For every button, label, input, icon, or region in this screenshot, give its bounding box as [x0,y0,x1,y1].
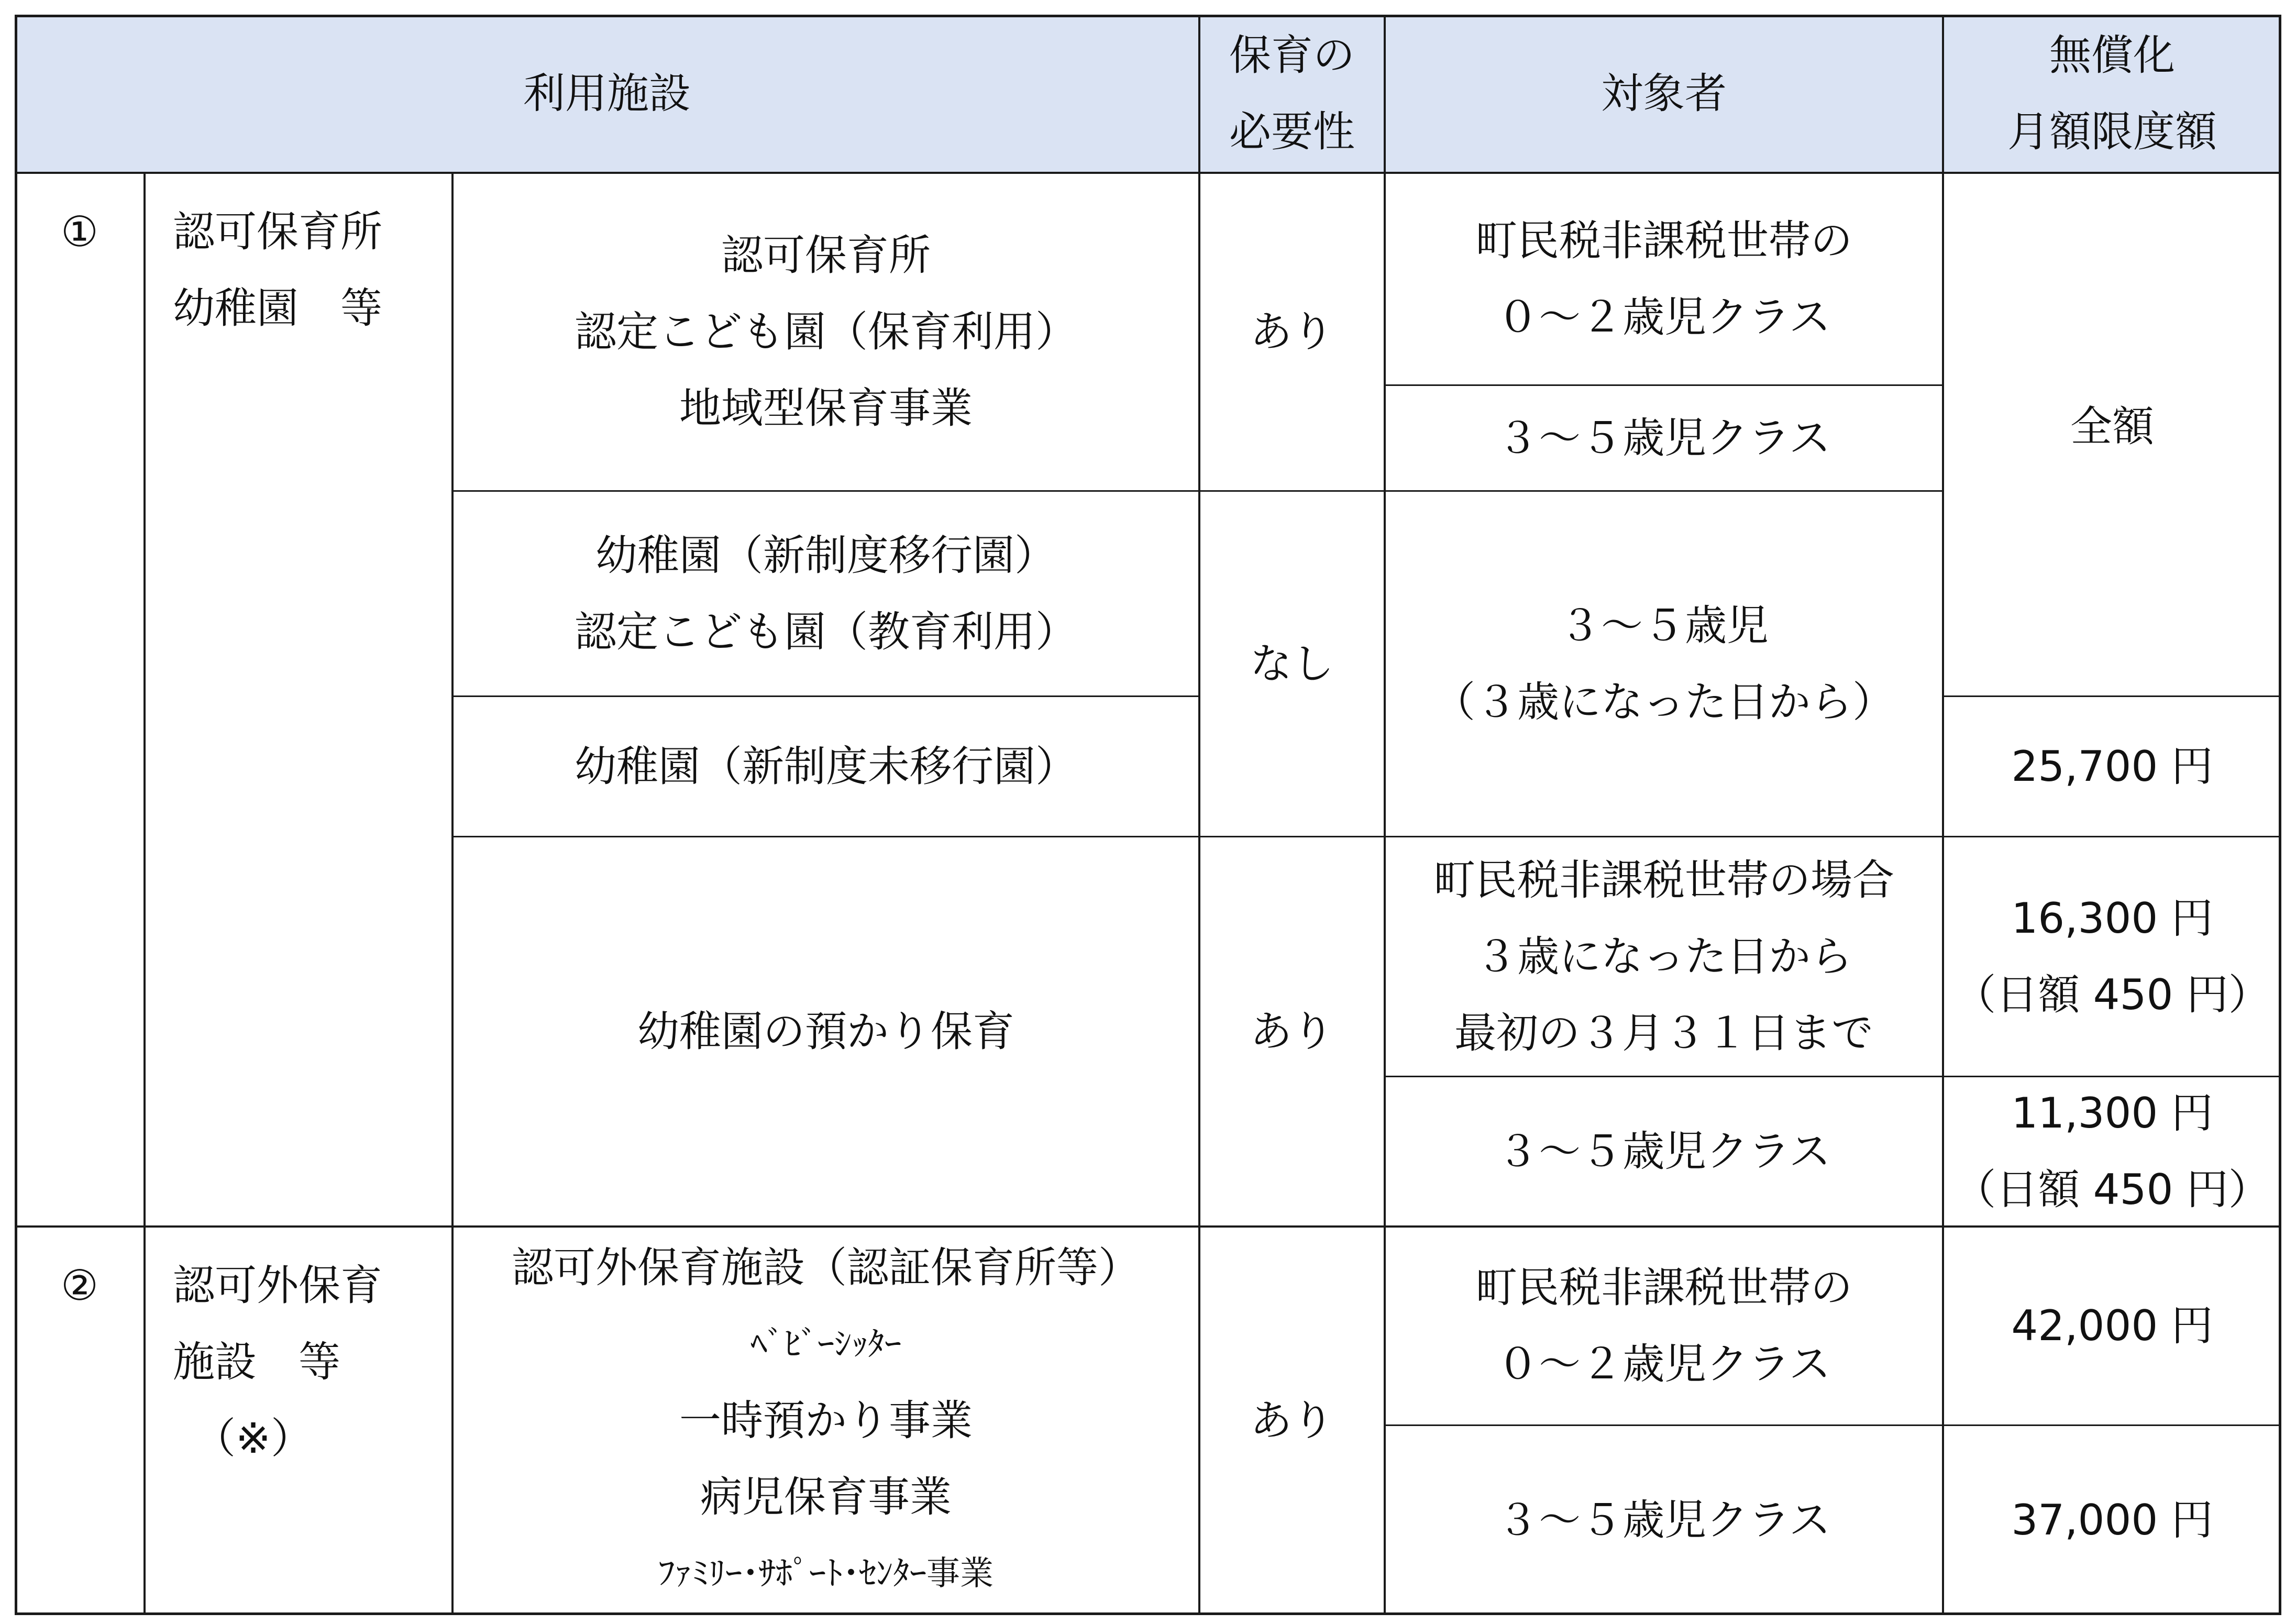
section1-groupD-facility: 幼稚園の預かり保育 [637,1007,1014,1056]
header-facility [15,15,1199,173]
section1-groupC-facility: 幼稚園（新制度未移行園） [575,742,1077,791]
section1-category: 認可保育所 幼稚園 等 [173,207,382,333]
section1-number: ① [61,207,98,256]
row-divider [452,695,1199,697]
section1-groupD-amount2: 11,300 円 （日額 450 円） [1954,1089,2270,1214]
table-border [15,1612,2281,1615]
header-facility-label: 利用施設 [523,69,691,118]
section2-amount1: 42,000 円 [2011,1301,2213,1350]
row-divider [1385,1076,2281,1077]
section1-groupB-need: なし [1250,639,1334,688]
section2-facility: 認可外保育施設（認証保育所等） ﾍﾞﾋﾞｰｼｯﾀｰ 一時預かり事業 病児保育事業 ﾌｧﾐﾘｰ･ｻﾎﾟｰﾄ･ｾﾝﾀｰ事業 [512,1243,1140,1593]
section2-target1: 町民税非課税世帯の ０～２歳児クラス [1475,1263,1852,1388]
section1-groupD-target2: ３～５歳児クラス [1497,1127,1831,1176]
row-divider [452,836,2281,837]
column-divider [1384,15,1386,1615]
section1-groupD-target1: 町民税非課税世帯の場合 ３歳になった日から 最初の３月３１日まで [1433,856,1894,1057]
section1-groupD-amount1: 16,300 円 （日額 450 円） [1954,894,2270,1019]
section1-groupA-target2: ３～５歳児クラス [1497,414,1831,462]
section1-groupA-need: あり [1250,307,1334,356]
column-divider [144,173,146,1615]
column-divider [1942,15,1944,1615]
section2-need: あり [1250,1396,1334,1445]
table-border [15,15,2281,17]
row-divider [1943,695,2281,697]
section1-groupB-facility: 幼稚園（新制度移行園） 認定こども園（教育利用） [575,531,1077,656]
column-divider [1198,15,1200,1615]
row-divider [1385,384,1943,386]
section1-full-amount: 全額 [2070,402,2154,451]
section1-groupA-target1: 町民税非課税世帯の ０～２歳児クラス [1475,216,1852,341]
column-divider [451,173,454,1615]
header-need: 保育の 必要性 [1199,15,1385,173]
row-divider [15,1225,2281,1228]
section1-groupC-amount: 25,700 円 [2011,742,2213,791]
subsidy-table [15,15,2281,1615]
header-target: 対象者 [1385,15,1943,173]
section2-amount2: 37,000 円 [2011,1496,2213,1544]
table-border [15,15,17,1615]
row-divider [1385,1424,2281,1426]
section2-category: 認可外保育 施設 等 （※） [173,1261,382,1463]
section1-groupA-facility: 認可保育所 認定こども園（保育利用） 地域型保育事業 [575,231,1077,433]
section2-number: ② [61,1261,98,1310]
table-border [2279,15,2281,1615]
row-divider [452,490,1943,492]
row-divider [15,172,2281,174]
section2-target2: ３～５歳児クラス [1497,1496,1831,1544]
header-limit: 無償化 月額限度額 [1943,15,2281,173]
section1-groupD-need: あり [1250,1007,1334,1056]
section1-groupB-target: ３～５歳児 （３歳になった日から） [1433,601,1894,726]
